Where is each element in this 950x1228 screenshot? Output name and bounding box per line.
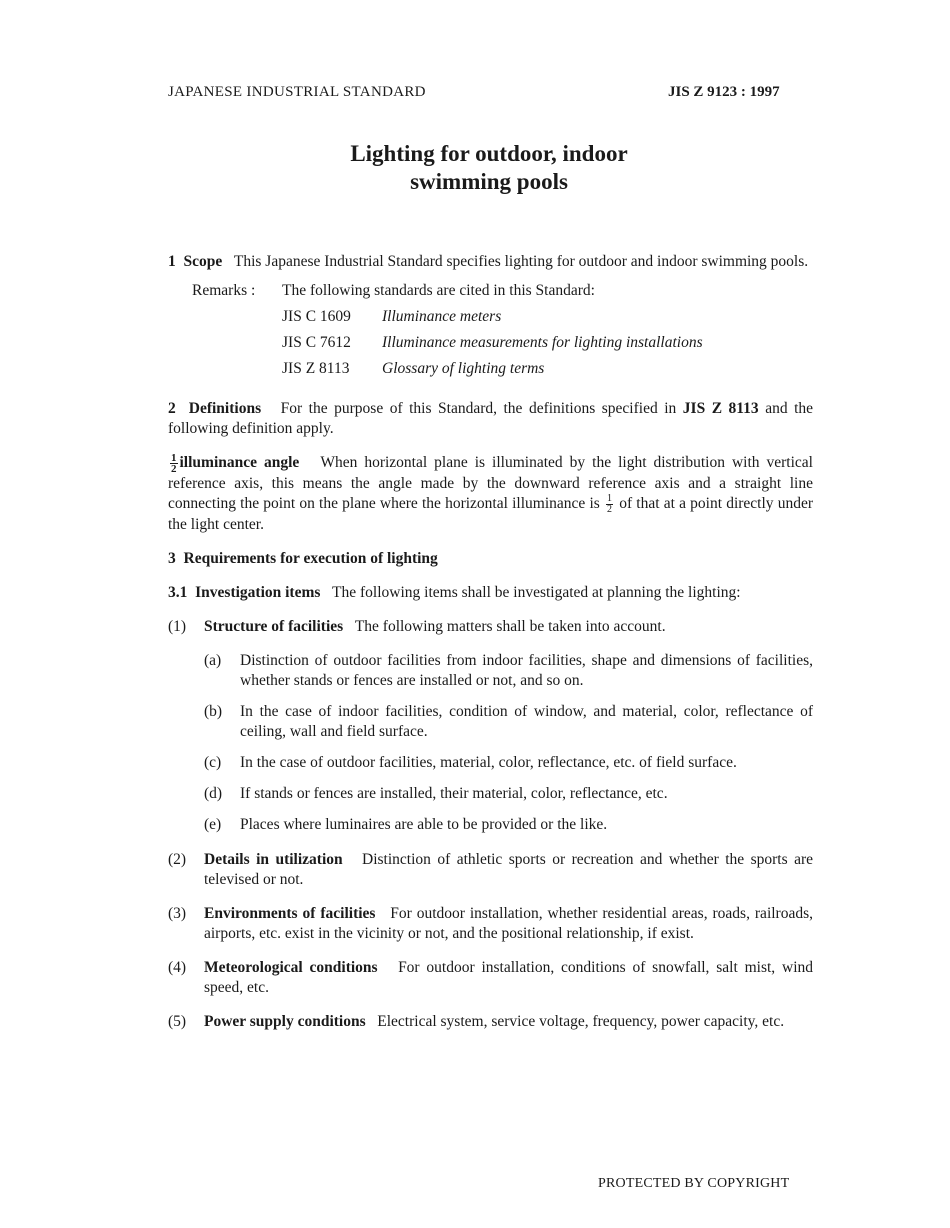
definitions-heading: Definitions [188, 400, 262, 417]
cited-standard [282, 359, 813, 379]
fraction-numerator: 1 [607, 493, 612, 504]
sub-item-number: (c) [204, 754, 222, 771]
sub-item [204, 753, 813, 773]
remarks-body [282, 281, 813, 385]
list-item [168, 617, 813, 637]
title-line-1: Lighting for outdoor, indoor [350, 141, 628, 166]
sub-item-text: In the case of indoor facilities, condition of window, and material, color, reflectance of ceiling, wall and field surface. [240, 703, 813, 740]
fraction-half [606, 494, 613, 515]
investigation-heading: Investigation items [195, 584, 321, 601]
remarks-label: Remarks : [192, 282, 256, 299]
scope-text: This Japanese Industrial Standard specifies lighting for outdoor and indoor swimming pools. [233, 253, 809, 270]
list-item-text: Electrical system, service voltage, frequency, power capacity, etc. [377, 1013, 785, 1030]
definition-term-text-before: When horizontal plane is illuminated by the light distribution with vertical reference axis, this means the angle made by the downward reference axis and a straight line connecting the point on the plane where the horizontal illuminance is [168, 454, 813, 513]
list-item-text: For outdoor installation, conditions of snowfall, salt mist, wind speed, etc. [204, 959, 814, 996]
list-item-number: (2) [168, 851, 187, 868]
document-body [168, 252, 813, 1046]
cited-standard-title: Glossary of lighting terms [382, 360, 545, 377]
requirements-heading-line [168, 549, 813, 569]
sub-item [204, 702, 813, 742]
definition-term-name: illuminance angle [179, 454, 300, 472]
definitions-text-after: and the following definition apply. [168, 400, 814, 437]
fraction-half [170, 453, 178, 474]
cited-standard-code: JIS C 1609 [282, 308, 351, 325]
list-item-heading: Power supply conditions [204, 1013, 366, 1030]
fraction-denominator: 2 [607, 504, 612, 515]
list-item-number: (4) [168, 959, 187, 976]
list-item-heading: Meteorological conditions [204, 959, 378, 976]
section-scope [168, 252, 813, 385]
copyright-notice: PROTECTED BY COPYRIGHT [598, 1176, 790, 1191]
fraction-numerator: 1 [171, 452, 177, 464]
list-item-body [204, 1012, 813, 1032]
list-item-body [204, 617, 813, 637]
sub-item [204, 815, 813, 835]
investigation-text: The following items shall be investigated at planning the lighting: [332, 584, 741, 601]
sub-item-number: (b) [204, 703, 223, 720]
definitions-reference: JIS Z 8113 [682, 400, 759, 417]
fraction-denominator: 2 [171, 463, 177, 475]
list-item-number: (1) [168, 618, 187, 635]
sub-item-number: (e) [204, 816, 222, 833]
definition-term-paragraph [168, 453, 813, 535]
cited-standard-code: JIS C 7612 [282, 334, 351, 351]
sub-item-text: In the case of outdoor facilities, material, color, reflectance, etc. of field surface. [240, 754, 737, 771]
list-item-heading: Details in utilization [204, 851, 343, 868]
header-standard-number: JIS Z 9123 : 1997 [668, 84, 780, 100]
sub-item [204, 784, 813, 804]
investigation-paragraph [168, 583, 813, 603]
list-item [168, 958, 813, 998]
list-item-text: Distinction of athletic sports or recreation and whether the sports are televised or not. [204, 851, 814, 888]
list-item-text: The following matters shall be taken into account. [354, 618, 666, 635]
definitions-text-before: For the purpose of this Standard, the definitions specified in [280, 400, 677, 417]
definitions-number: 2 [168, 400, 176, 417]
remarks-block [192, 281, 813, 385]
cited-standard [282, 307, 813, 327]
section-definitions [168, 399, 813, 439]
section-investigation [168, 583, 813, 603]
title-line-2: swimming pools [410, 169, 568, 194]
investigation-number: 3.1 [168, 584, 188, 601]
cited-standard-title: Illuminance measurements for lighting installations [382, 334, 703, 351]
requirements-number: 3 [168, 550, 176, 567]
sub-item-number: (a) [204, 652, 222, 669]
list-item-number: (3) [168, 905, 187, 922]
list-item-body [204, 958, 813, 998]
scope-number: 1 [168, 253, 176, 270]
sub-item-text: If stands or fences are installed, their material, color, reflectance, etc. [240, 785, 668, 802]
sub-item-text: Places where luminaires are able to be provided or the like. [240, 816, 608, 833]
sub-item-number: (d) [204, 785, 223, 802]
list-item-text: For outdoor installation, whether residential areas, roads, railroads, airports, etc. exist in the vicinity or not, and the positional relationship, if exist. [204, 905, 813, 942]
list-item-number: (5) [168, 1013, 187, 1030]
section-requirements [168, 549, 813, 569]
remarks-text: The following standards are cited in this Standard: [282, 282, 595, 299]
definitions-paragraph [168, 399, 813, 439]
scope-paragraph [168, 252, 813, 272]
list-item-body [204, 850, 813, 890]
cited-standard-code: JIS Z 8113 [282, 360, 350, 377]
cited-standard-title: Illuminance meters [382, 308, 502, 325]
list-item [168, 1012, 813, 1032]
sub-item-text: Distinction of outdoor facilities from indoor facilities, shape and dimensions of facilities, whether stands or fences are installed or not, and so on. [240, 652, 813, 689]
sub-item [204, 651, 813, 691]
scope-heading: Scope [183, 253, 223, 270]
document-title [0, 140, 950, 196]
requirements-heading: Requirements for execution of lighting [183, 550, 438, 567]
list-item [168, 904, 813, 944]
definition-term-text-after: of that at a point directly under the light center. [168, 495, 814, 533]
header-standard-label: JAPANESE INDUSTRIAL STANDARD [168, 84, 426, 100]
list-item-heading: Environments of facilities [204, 905, 376, 922]
list-item [168, 850, 813, 890]
list-item-heading: Structure of facilities [204, 618, 344, 635]
cited-standard [282, 333, 813, 353]
definition-term [168, 453, 813, 535]
list-item-body [204, 904, 813, 944]
